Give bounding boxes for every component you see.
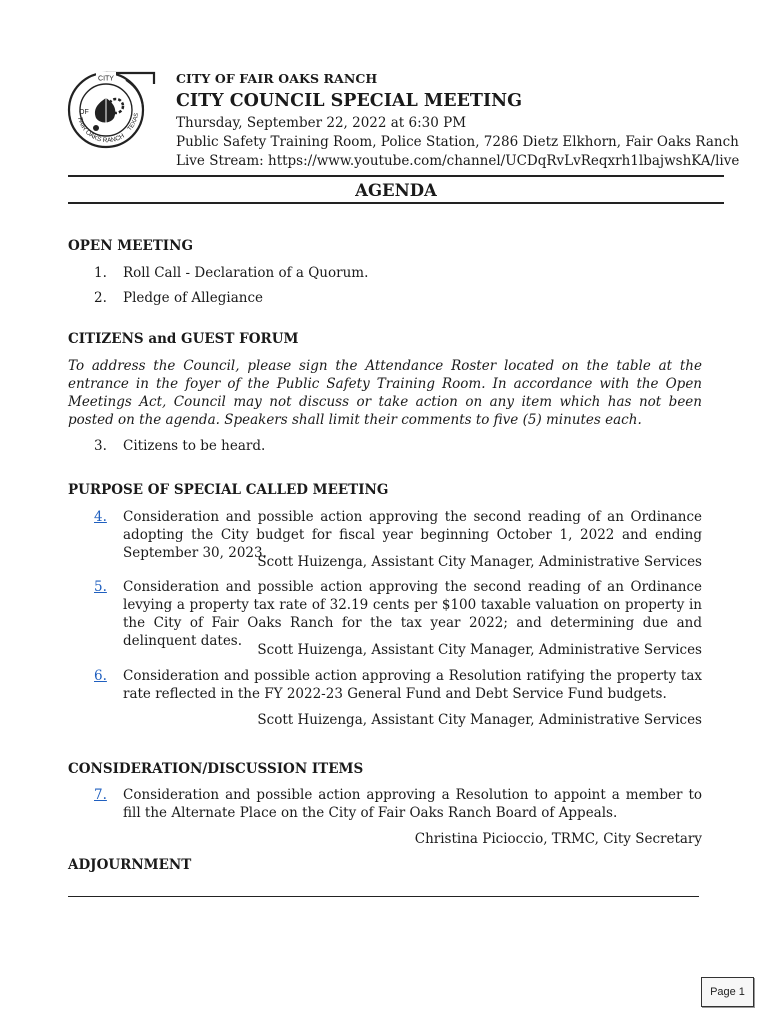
item-5-presenter: Scott Huizenga, Assistant City Manager, Administrative Services	[257, 642, 702, 658]
svg-text:OF: OF	[79, 109, 89, 116]
item-number-link[interactable]: 7.	[94, 787, 107, 803]
organization-name: CITY OF FAIR OAKS RANCH	[176, 71, 378, 86]
section-purpose: PURPOSE OF SPECIAL CALLED MEETING	[68, 482, 389, 498]
section-consideration: CONSIDERATION/DISCUSSION ITEMS	[68, 761, 364, 777]
item-number: 2.	[94, 290, 107, 306]
item-4-presenter: Scott Huizenga, Assistant City Manager, Administrative Services	[257, 554, 702, 570]
item-text: Citizens to be heard.	[123, 438, 266, 454]
item-text: Pledge of Allegiance	[123, 290, 263, 306]
live-stream-line: Live Stream: https://www.youtube.com/channel/UCDqRvLvReqxrh1lbajwshKA/live	[176, 153, 740, 169]
svg-text:TEXAS: TEXAS	[126, 112, 141, 133]
item-number-link[interactable]: 5.	[94, 579, 107, 595]
item-text: Consideration and possible action approving the second reading of an Ordinance adopting the City budget for fiscal year beginning October 1, 2022 and ending September 30, 2023.	[123, 509, 702, 561]
section-citizens-forum: CITIZENS and GUEST FORUM	[68, 331, 299, 347]
item-number-link[interactable]: 4.	[94, 509, 107, 525]
meeting-title: CITY COUNCIL SPECIAL MEETING	[176, 91, 523, 111]
agenda-item-6	[94, 667, 702, 703]
section-adjournment: ADJOURNMENT	[68, 857, 192, 873]
agenda-item-7	[94, 786, 702, 822]
item-7-presenter: Christina Picioccio, TRMC, City Secretary	[414, 831, 702, 847]
header-rule-top	[68, 175, 724, 177]
item-number-link[interactable]: 6.	[94, 668, 107, 684]
agenda-item-5	[94, 578, 702, 650]
citizens-forum-note: To address the Council, please sign the Attendance Roster located on the table at the entrance in the foyer of the Public Safety Training Room. In accordance with the Open Meetings Act, Council may not discuss or take action on any item which has not been posted on the agenda. Speakers shall limit their comments to five (5) minutes each.	[68, 358, 702, 428]
page-number-badge: Page 1	[701, 977, 754, 1007]
header-rule-bottom	[68, 202, 724, 204]
svg-text:FAIR OAKS RANCH: FAIR OAKS RANCH	[76, 116, 126, 145]
item-text: Roll Call - Declaration of a Quorum.	[123, 265, 369, 281]
item-number: 3.	[94, 438, 107, 454]
item-text: Consideration and possible action approving the second reading of an Ordinance levying a property tax rate of 32.19 cents per $100 taxable valuation on property in the City of Fair Oaks Ranch for the tax year 2022; and determining due and delinquent dates.	[123, 579, 702, 649]
item-text: Consideration and possible action approving a Resolution to appoint a member to fill the Alternate Place on the City of Fair Oaks Ranch Board of Appeals.	[123, 787, 702, 821]
footer-rule	[68, 896, 699, 897]
item-number: 1.	[94, 265, 107, 281]
meeting-date: Thursday, September 22, 2022 at 6:30 PM	[176, 115, 467, 131]
section-open-meeting: OPEN MEETING	[68, 238, 193, 254]
meeting-location: Public Safety Training Room, Police Station, 7286 Dietz Elkhorn, Fair Oaks Ranch	[176, 134, 739, 150]
agenda-item-3	[94, 437, 702, 455]
item-text: Consideration and possible action approving a Resolution ratifying the property tax rate reflected in the FY 2022-23 General Fund and Debt Service Fund budgets.	[123, 668, 702, 702]
agenda-heading: AGENDA	[355, 181, 437, 200]
agenda-item-2	[94, 289, 702, 307]
agenda-item-1	[94, 264, 702, 282]
svg-text:CITY: CITY	[98, 75, 114, 83]
meeting-header	[176, 70, 740, 171]
item-6-presenter: Scott Huizenga, Assistant City Manager, Administrative Services	[257, 712, 702, 728]
city-seal-logo	[66, 68, 156, 158]
